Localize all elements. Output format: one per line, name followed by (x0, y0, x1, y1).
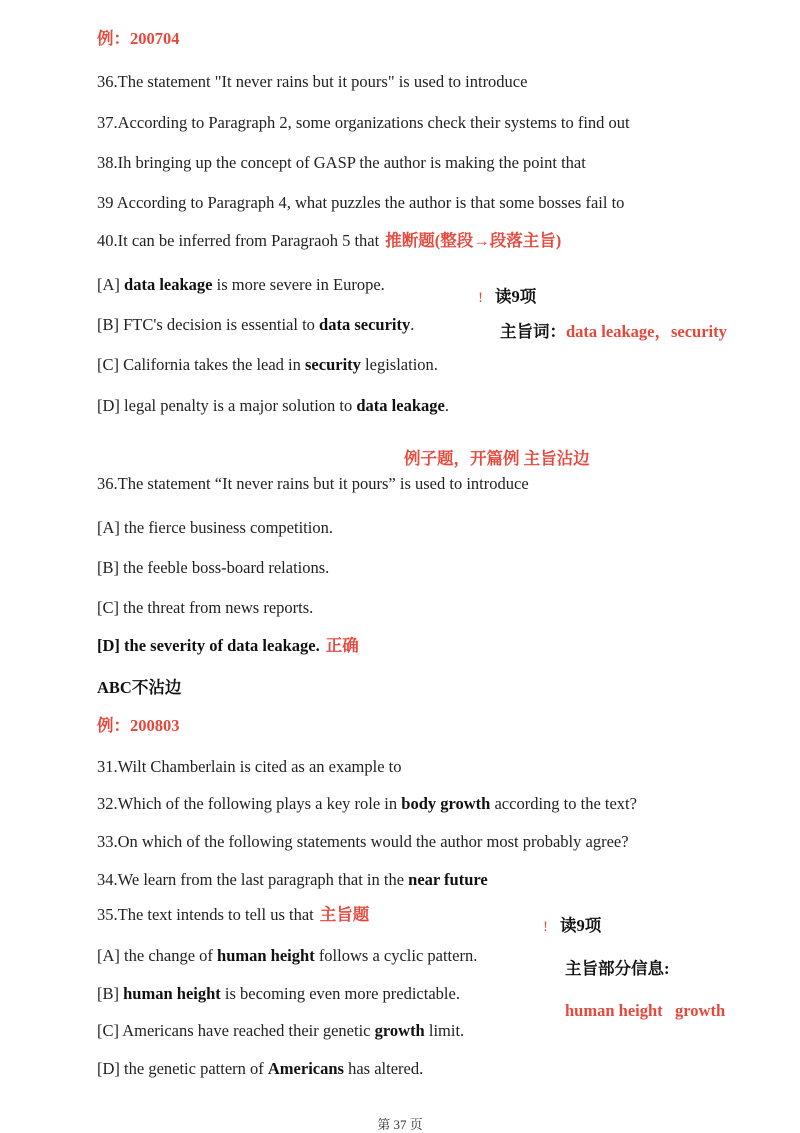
section2-question-post: is used to introduce (395, 474, 529, 493)
option-d (97, 396, 449, 416)
option-b-pre: [B] FTC's decision is essential to (97, 315, 320, 334)
section3-option-b (97, 984, 460, 1004)
correct-answer: [D] the severity of data leakage. (97, 636, 320, 655)
option-d-post: . (444, 396, 449, 415)
section3-option-a-post: follows a cyclic pattern. (314, 946, 478, 965)
question-34 (97, 870, 488, 890)
side-note-1-heading: 读9项 (495, 287, 537, 306)
section3-option-b-post: is becoming even more predictable. (220, 984, 460, 1003)
option-d-keyword: data leakage (356, 396, 445, 415)
question-35 (97, 905, 369, 925)
question-31: 31.Wilt Chamberlain is cited as an example to (97, 757, 402, 776)
section3-option-c-post: limit. (424, 1021, 465, 1040)
section3-option-d-post: has altered. (343, 1059, 424, 1078)
keyword-label: 主旨词： (500, 322, 566, 341)
section3-option-a-keyword: human height (217, 946, 315, 965)
option-d-pre: [D] legal penalty is a major solution to (97, 396, 357, 415)
question-32-pre: 32.Which of the following plays a key role in (97, 794, 402, 813)
keyword-values: data leakage，security (566, 322, 727, 341)
side-note-2-label: 主旨部分信息: (565, 959, 670, 978)
question-35-text: 35.The text intends to tell us that (97, 905, 314, 924)
option-b-keyword: data security (319, 315, 411, 334)
question-33: 33.On which of the following statements would the author most probably agree? (97, 832, 629, 851)
question-40 (97, 231, 561, 251)
question-38: 38.Ih bringing up the concept of GASP the author is making the point that (97, 153, 586, 172)
section3-option-c (97, 1021, 464, 1041)
question-37: 37.According to Paragraph 2, some organizations check their systems to find out (97, 113, 630, 132)
option-c-pre: [C] California takes the lead in (97, 355, 306, 374)
side-note-1-keywords (500, 322, 727, 342)
section3-option-a (97, 946, 477, 966)
question-34-keyword: near future (408, 870, 488, 889)
option-c-post: legislation. (360, 355, 438, 374)
option-c (97, 355, 438, 375)
section3-option-d-keyword: Americans (267, 1059, 344, 1078)
option-b-post: . (410, 315, 415, 334)
section2-option-c: [C] the threat from news reports. (97, 598, 314, 617)
side-note-2-keywords: human height growth (565, 1001, 726, 1020)
side-note-1-title (478, 287, 536, 308)
option-c-keyword: security (305, 355, 361, 374)
section3-option-c-keyword: growth (374, 1021, 425, 1040)
section3-option-c-pre: [C] Americans have reached their genetic (97, 1021, 375, 1040)
exclamation-mark: ! (478, 290, 483, 306)
question-35-annotation: 主旨题 (319, 905, 370, 924)
question-40-annotation: 推断题(整段→段落主旨) (385, 231, 562, 250)
section2-question (97, 474, 529, 494)
page-footer: 第 37 页 (377, 1117, 423, 1132)
option-a-keyword: data leakage (124, 275, 213, 294)
section2-question-pre: 36.The statement (97, 474, 215, 493)
section2-summary: ABC不沾边 (97, 678, 182, 697)
question-32-post: according to the text? (490, 794, 637, 813)
section3-option-d (97, 1059, 423, 1079)
question-36: 36.The statement "It never rains but it pours" is used to introduce (97, 72, 528, 91)
question-40-text: 40.It can be inferred from Paragraoh 5 that (97, 231, 380, 250)
section2-option-d (97, 636, 359, 656)
exclamation-mark-2: ! (543, 919, 548, 935)
section3-option-b-pre: [B] (97, 984, 124, 1003)
option-a-pre: [A] (97, 275, 125, 294)
correct-tag: 正确 (325, 636, 359, 655)
section3-option-a-pre: [A] the change of (97, 946, 218, 965)
section2-option-b: [B] the feeble boss-board relations. (97, 558, 330, 577)
option-a (97, 275, 385, 295)
question-34-pre: 34.We learn from the last paragraph that in the (97, 870, 409, 889)
side-note-2-heading: 读9项 (560, 916, 602, 935)
example-label-200704: 例：200704 (97, 29, 180, 48)
section3-option-b-keyword: human height (123, 984, 221, 1003)
section3-option-d-pre: [D] the genetic pattern of (97, 1059, 268, 1078)
question-32-keyword: body growth (401, 794, 491, 813)
section2-annotation: 例子题，开篇例 主旨沾边 (404, 449, 590, 468)
question-39: 39 According to Paragraph 4, what puzzles the author is that some bosses fail to (97, 193, 625, 212)
section2-option-a: [A] the fierce business competition. (97, 518, 333, 537)
option-a-post: is more severe in Europe. (212, 275, 385, 294)
example-label-200803: 例：200803 (97, 716, 180, 735)
side-note-2-title (543, 916, 601, 937)
option-b (97, 315, 414, 335)
question-32 (97, 794, 637, 814)
section2-question-quote: “It never rains but it pours” (214, 474, 396, 493)
